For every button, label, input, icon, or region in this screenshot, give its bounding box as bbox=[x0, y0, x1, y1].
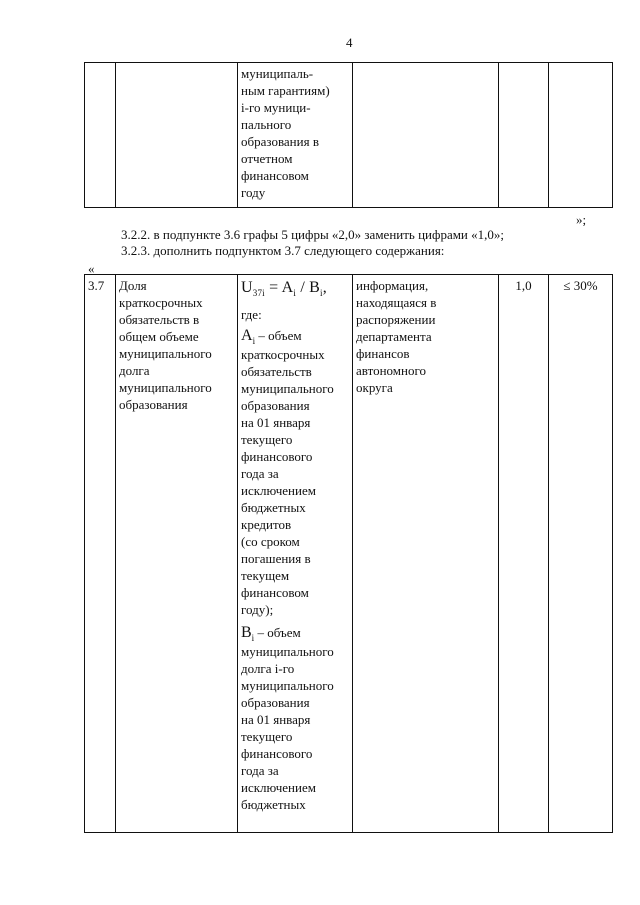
a-var: A bbox=[241, 327, 253, 344]
b-var-sub: i bbox=[251, 633, 255, 643]
formula-comma: , bbox=[322, 279, 327, 296]
b-definition-head bbox=[241, 624, 349, 643]
cell-number: 3.7 bbox=[85, 275, 116, 833]
cell-threshold bbox=[549, 63, 613, 208]
formula-eq: = bbox=[269, 279, 279, 296]
formula-a-sub: i bbox=[293, 288, 297, 298]
a-definition: краткосрочных обязательств муниципального образования на 01 января текущего финансового года за исключением бюджетных кредитов (со сроком погашения в текущем финансовом году); bbox=[241, 347, 334, 617]
b-var: B bbox=[241, 624, 252, 641]
continued-table bbox=[84, 62, 613, 208]
formula-b: B bbox=[309, 279, 321, 296]
paragraph-3-2-3: 3.2.3. дополнить подпунктом 3.7 следующего содержания: bbox=[121, 243, 445, 258]
formula-u: U bbox=[241, 279, 253, 296]
b-dash: – объем bbox=[254, 625, 301, 640]
cell-threshold: ≤ 30% bbox=[549, 275, 613, 833]
cell-formula bbox=[238, 275, 353, 833]
cell-indicator bbox=[116, 63, 238, 208]
closing-quote: »; bbox=[576, 212, 587, 227]
formula-a: A bbox=[281, 279, 294, 296]
new-item-table bbox=[84, 274, 613, 833]
a-var-sub: i bbox=[252, 336, 256, 346]
paragraph-3-2-2: 3.2.2. в подпункте 3.6 графы 5 цифры «2,0» заменить цифрами «1,0»; bbox=[121, 227, 505, 242]
where-label: где: bbox=[241, 307, 262, 322]
b-definition: муниципального долга i-го муниципального образования на 01 января текущего финансового года за исключением бюджетных bbox=[241, 644, 334, 812]
cell-source: информация, находящаяся в распоряжении департамента финансов автономного округа bbox=[353, 275, 499, 833]
formula bbox=[241, 277, 349, 300]
cell-number bbox=[85, 63, 116, 208]
cell-weight bbox=[499, 63, 549, 208]
cell-weight: 1,0 bbox=[499, 275, 549, 833]
cell-indicator-name: Доля краткосрочных обязательств в общем объеме муниципального долга муниципального образования bbox=[116, 275, 238, 833]
formula-u-sub: 37i bbox=[252, 288, 265, 298]
a-definition-head bbox=[241, 327, 349, 346]
cell-formula: муниципаль- ным гарантиям) i-го муници- пального образования в отчетном финансовом году bbox=[238, 63, 353, 208]
formula-b-sub: i bbox=[320, 288, 323, 298]
page-number: 4 bbox=[346, 35, 353, 50]
formula-slash: / bbox=[300, 279, 305, 296]
cell-source bbox=[353, 63, 499, 208]
table-row bbox=[85, 275, 613, 833]
a-dash: – объем bbox=[255, 328, 302, 343]
opening-quote: « bbox=[88, 261, 95, 276]
table-row bbox=[85, 63, 613, 208]
